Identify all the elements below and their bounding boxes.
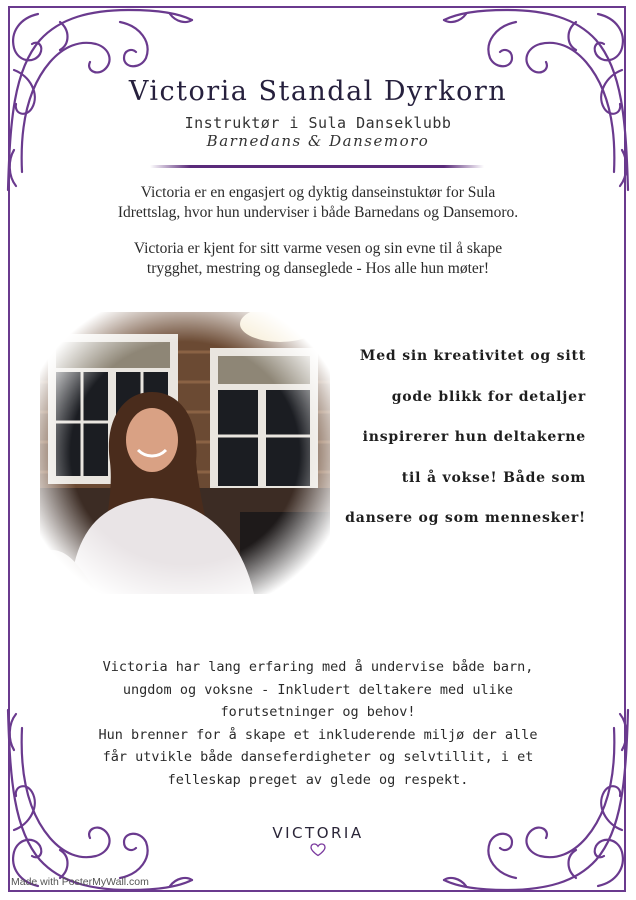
quote-line: til å vokse! Både som	[401, 469, 586, 486]
signature-name: VICTORIA	[272, 824, 364, 842]
portrait-photo	[40, 312, 330, 594]
heart-icon	[310, 843, 326, 857]
experience-line: får utvikle både danseferdigheter og selvtillit, i et	[102, 749, 534, 765]
intro-line: Victoria er kjent for sitt varme vesen og sin evne til å skape	[133, 240, 503, 257]
page-title: Victoria Standal Dyrkorn	[128, 76, 508, 107]
experience-line: felleskap preget av glede og respekt.	[167, 771, 469, 788]
intro-line: trygghet, mestring og danseglede - Hos alle hun møter!	[146, 260, 490, 277]
quote-line: inspirerer hun deltakerne	[362, 429, 586, 445]
experience-line: ungdom og voksne - Inkludert deltakere med ulike	[122, 681, 514, 698]
subtitle-classes: Barnedans & Dansemoro	[206, 132, 430, 150]
divider-line	[150, 165, 484, 168]
experience-paragraph	[30, 656, 606, 791]
subtitle-role: Instruktør i Sula Danseklubb	[184, 114, 452, 132]
experience-line: Victoria har lang erfaring med å undervise både barn,	[102, 659, 534, 675]
experience-line: forutsetninger og behov!	[220, 704, 416, 720]
experience-line: Hun brenner for å skape et inkluderende miljø der alle	[98, 726, 538, 743]
quote-line: dansere og som mennesker!	[345, 510, 586, 526]
quote-line: Med sin kreativitet og sitt	[359, 348, 586, 364]
intro-line: Idrettslag, hvor hun underviser i både Barnedans og Dansemoro.	[117, 204, 519, 221]
intro-paragraph-2	[40, 239, 596, 279]
intro-line: Victoria er en engasjert og dyktig danseinstuktør for Sula	[140, 184, 496, 201]
quote-line: gode blikk for detaljer	[391, 388, 586, 405]
intro-paragraph-1	[40, 183, 596, 223]
watermark-link[interactable]: Made with PosterMyWall.com	[11, 876, 149, 888]
quote-block	[338, 340, 608, 543]
